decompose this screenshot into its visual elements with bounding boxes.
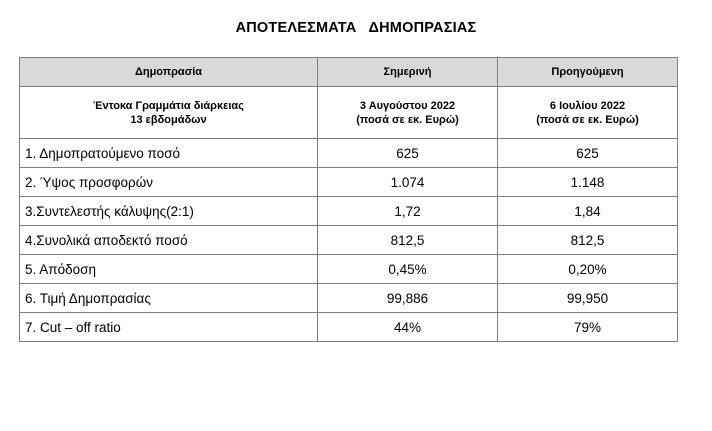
table-row bbox=[20, 255, 678, 284]
row-current-value: 1,72 bbox=[318, 197, 498, 226]
subheader-current-date bbox=[318, 87, 498, 139]
row-previous-value: 1,84 bbox=[498, 197, 678, 226]
row-label: 5. Απόδοση bbox=[20, 255, 318, 284]
header-auction: Δημοπρασία bbox=[20, 58, 318, 87]
row-label: 6. Τιμή Δημοπρασίας bbox=[20, 284, 318, 313]
subheader-instrument-line2: 13 εβδομάδων bbox=[130, 113, 207, 126]
subheader-previous-date bbox=[498, 87, 678, 139]
header-previous: Προηγούμενη bbox=[498, 58, 678, 87]
row-label: 4.Συνολικά αποδεκτό ποσό bbox=[20, 226, 318, 255]
table-row bbox=[20, 168, 678, 197]
subheader-previous-line2: (ποσά σε εκ. Ευρώ) bbox=[536, 113, 639, 126]
table-row bbox=[20, 139, 678, 168]
row-previous-value: 1.148 bbox=[498, 168, 678, 197]
auction-results-table bbox=[19, 57, 678, 342]
table-row bbox=[20, 284, 678, 313]
row-previous-value: 0,20% bbox=[498, 255, 678, 284]
table-row bbox=[20, 226, 678, 255]
row-current-value: 812,5 bbox=[318, 226, 498, 255]
row-previous-value: 79% bbox=[498, 313, 678, 342]
row-current-value: 1.074 bbox=[318, 168, 498, 197]
row-current-value: 44% bbox=[318, 313, 498, 342]
subheader-instrument-line1: Έντοκα Γραμμάτια διάρκειας bbox=[93, 99, 244, 112]
row-current-value: 0,45% bbox=[318, 255, 498, 284]
row-label: 1. Δημοπρατούμενο ποσό bbox=[20, 139, 318, 168]
row-current-value: 625 bbox=[318, 139, 498, 168]
row-label: 3.Συντελεστής κάλυψης(2:1) bbox=[20, 197, 318, 226]
row-label: 2. Ύψος προσφορών bbox=[20, 168, 318, 197]
row-previous-value: 812,5 bbox=[498, 226, 678, 255]
table-header-row bbox=[20, 58, 678, 87]
table-row bbox=[20, 197, 678, 226]
row-label: 7. Cut – off ratio bbox=[20, 313, 318, 342]
subheader-instrument bbox=[20, 87, 318, 139]
row-current-value: 99,886 bbox=[318, 284, 498, 313]
subheader-previous-line1: 6 Ιουλίου 2022 bbox=[549, 99, 626, 112]
row-previous-value: 625 bbox=[498, 139, 678, 168]
header-current: Σημερινή bbox=[318, 58, 498, 87]
row-previous-value: 99,950 bbox=[498, 284, 678, 313]
document-title: ΑΠΟΤΕΛΕΣΜΑΤΑ ΔΗΜΟΠΡΑΣΙΑΣ bbox=[235, 20, 477, 36]
subheader-current-line1: 3 Αυγούστου 2022 bbox=[359, 99, 456, 112]
table-subheader-row bbox=[20, 87, 678, 139]
table-row bbox=[20, 313, 678, 342]
subheader-current-line2: (ποσά σε εκ. Ευρώ) bbox=[356, 113, 459, 126]
